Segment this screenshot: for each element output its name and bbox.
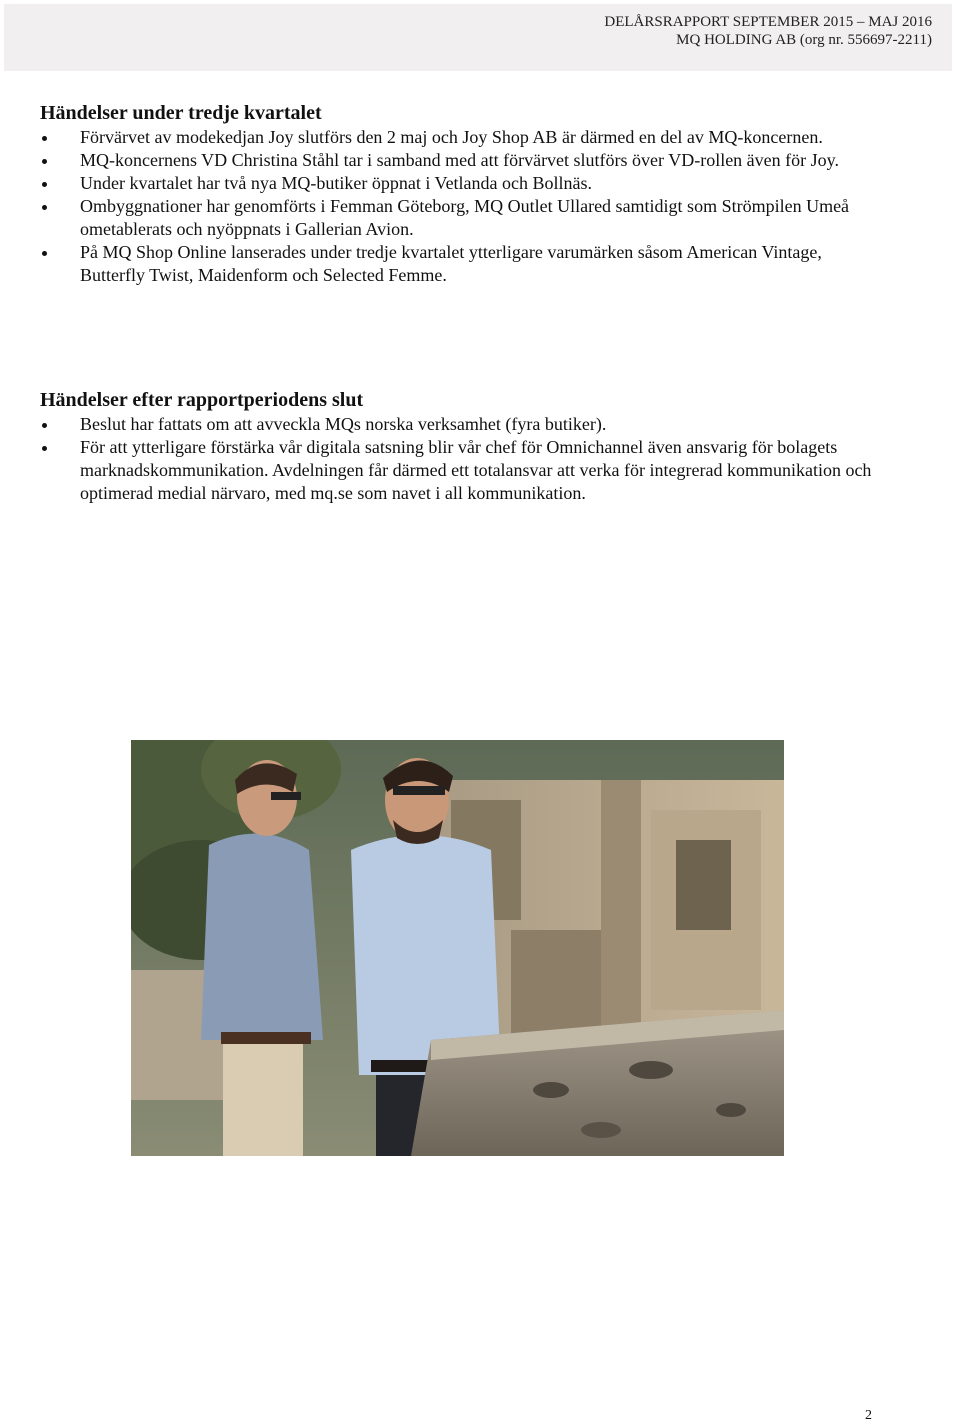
report-header-text bbox=[604, 13, 932, 49]
company-name: MQ HOLDING AB (org nr. 556697-2211) bbox=[676, 32, 932, 48]
list-item: MQ-koncernens VD Christina Ståhl tar i samband med att förvärvet slutförs över VD-rollen även för Joy. bbox=[40, 149, 880, 172]
page-number: 2 bbox=[865, 1408, 872, 1423]
list-item: Beslut har fattats om att avveckla MQs norska verksamhet (fyra butiker). bbox=[40, 413, 880, 436]
list-item: Förvärvet av modekedjan Joy slutförs den 2 maj och Joy Shop AB är därmed en del av MQ-koncernen. bbox=[40, 126, 880, 149]
q3-events-list bbox=[40, 126, 880, 287]
list-item: För att ytterligare förstärka vår digitala satsning blir vår chef för Omnichannel även ansvarig för bolagets marknadskommunikation. Avdelningen får därmed ett totalansvar att verka för integrerad kommunikation och optimerad medial närvaro, med mq.se som navet i all kommunikation. bbox=[40, 436, 880, 505]
fashion-photo-illustration bbox=[131, 740, 784, 1156]
list-item: På MQ Shop Online lanserades under tredje kvartalet ytterligare varumärken såsom American Vintage, Butterfly Twist, Maidenform och Selected Femme. bbox=[40, 241, 880, 287]
list-item: Ombyggnationer har genomförts i Femman Göteborg, MQ Outlet Ullared samtidigt som Strömpilen Umeå ometablerats och nyöppnats i Gallerian Avion. bbox=[40, 195, 880, 241]
fashion-photo bbox=[131, 740, 784, 1156]
report-header bbox=[4, 4, 952, 71]
list-item: Under kvartalet har två nya MQ-butiker öppnat i Vetlanda och Bollnäs. bbox=[40, 172, 880, 195]
after-period-events-list bbox=[40, 413, 880, 505]
report-title: DELÅRSRAPPORT SEPTEMBER 2015 – MAJ 2016 bbox=[604, 14, 932, 30]
section-title-after-period-events: Händelser efter rapportperiodens slut bbox=[40, 389, 364, 411]
section-title-q3-events: Händelser under tredje kvartalet bbox=[40, 102, 322, 124]
